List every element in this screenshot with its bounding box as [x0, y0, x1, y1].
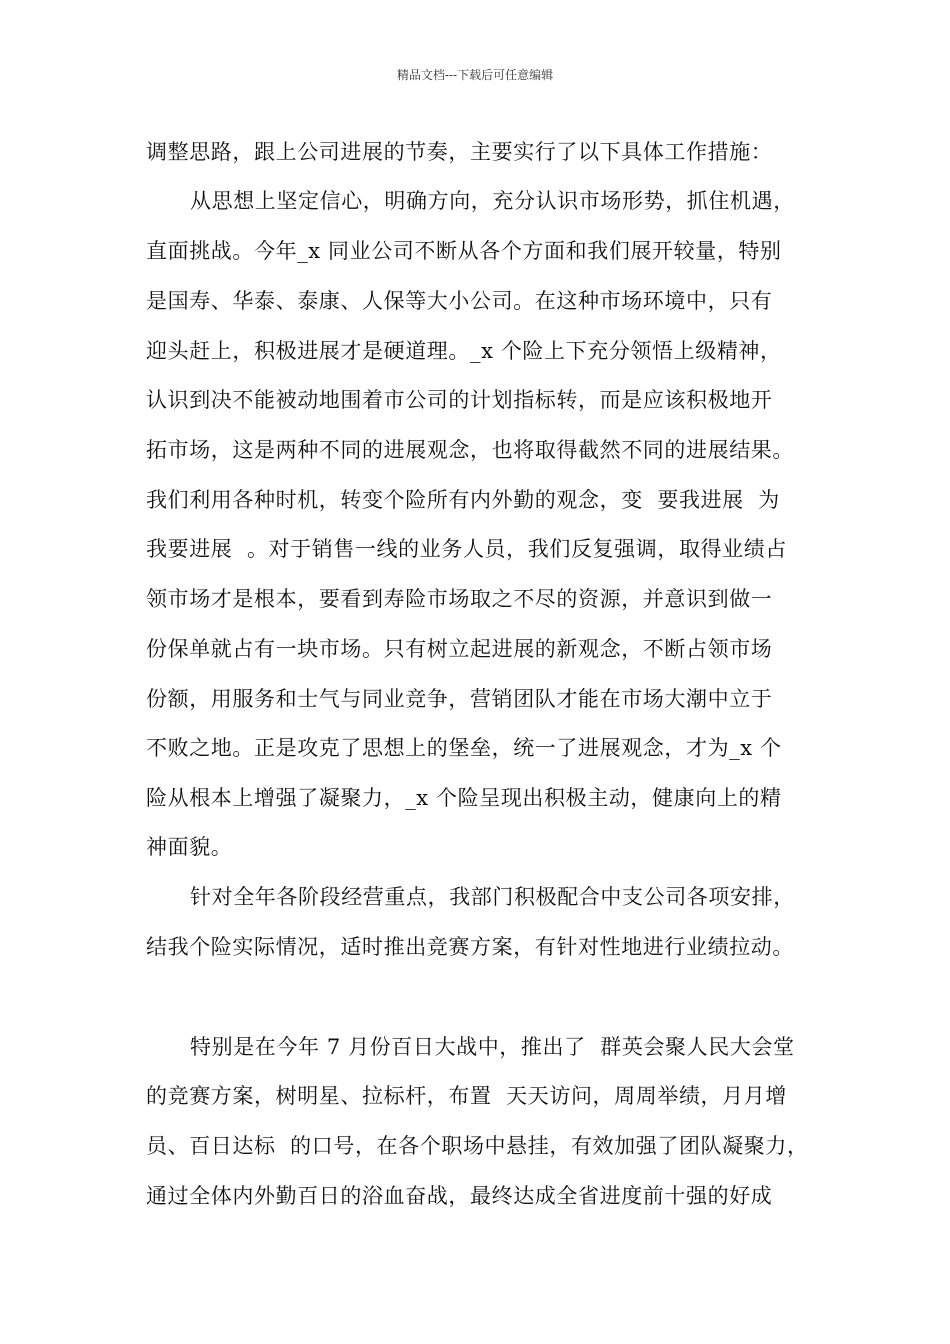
- text-line: 的竞赛方案，树明星、拉标杆，布置 天天访问，周周举绩，月月增: [146, 1084, 787, 1108]
- text-line: 员、百日达标 的口号，在各个职场中悬挂，有效加强了团队凝聚力，: [146, 1134, 809, 1158]
- text-line: 份保单就占有一块市场。只有树立起进展的新观念，不断占领市场: [146, 637, 773, 661]
- text-line: 通过全体内外勤百日的浴血奋战，最终达成全省进度前十强的好成: [146, 1184, 773, 1208]
- text-line: 迎头赶上，积极进展才是硬道理。_x 个险上下充分领悟上级精神，: [146, 339, 782, 363]
- text-line: 是国寿、华泰、泰康、人保等大小公司。在这种市场环境中，只有: [146, 289, 773, 313]
- text-line: 险从根本上增强了凝聚力，_x 个险呈现出积极主动，健康向上的精: [146, 786, 782, 810]
- text-line: 直面挑战。今年_x 同业公司不断从各个方面和我们展开较量，特别: [146, 239, 782, 263]
- text-line: 针对全年各阶段经营重点，我部门积极配合中支公司各项安排，: [190, 885, 795, 909]
- text-line: 调整思路，跟上公司进展的节奏，主要实行了以下具体工作措施：: [146, 140, 773, 164]
- text-line: 拓市场，这是两种不同的进展观念，也将取得截然不同的进展结果。: [146, 438, 794, 462]
- text-line: 我要进展 。对于销售一线的业务人员，我们反复强调，取得业绩占: [146, 537, 787, 561]
- page-header: 精品文档---下载后可任意编辑: [396, 68, 554, 82]
- text-line: 特别是在今年 7 月份百日大战中，推出了 群英会聚人民大会堂: [190, 1035, 795, 1059]
- text-line: 我们利用各种时机，转变个险所有内外勤的观念，变 要我进展 为: [146, 488, 780, 512]
- text-line: 领市场才是根本，要看到寿险市场取之不尽的资源，并意识到做一: [146, 587, 773, 611]
- text-line: 不败之地。正是攻克了思想上的堡垒，统一了进展观念，才为_x 个: [146, 736, 782, 760]
- text-line: 神面貌。: [146, 835, 233, 859]
- text-line: 份额，用服务和士气与同业竞争，营销团队才能在市场大潮中立于: [146, 687, 773, 711]
- text-line: 从思想上坚定信心，明确方向，充分认识市场形势，抓住机遇，: [190, 189, 795, 213]
- text-line: 结我个险实际情况，适时推出竞赛方案，有针对性地进行业绩拉动。: [146, 935, 794, 959]
- text-line: 认识到决不能被动地围着市公司的计划指标转，而是应该积极地开: [146, 388, 773, 412]
